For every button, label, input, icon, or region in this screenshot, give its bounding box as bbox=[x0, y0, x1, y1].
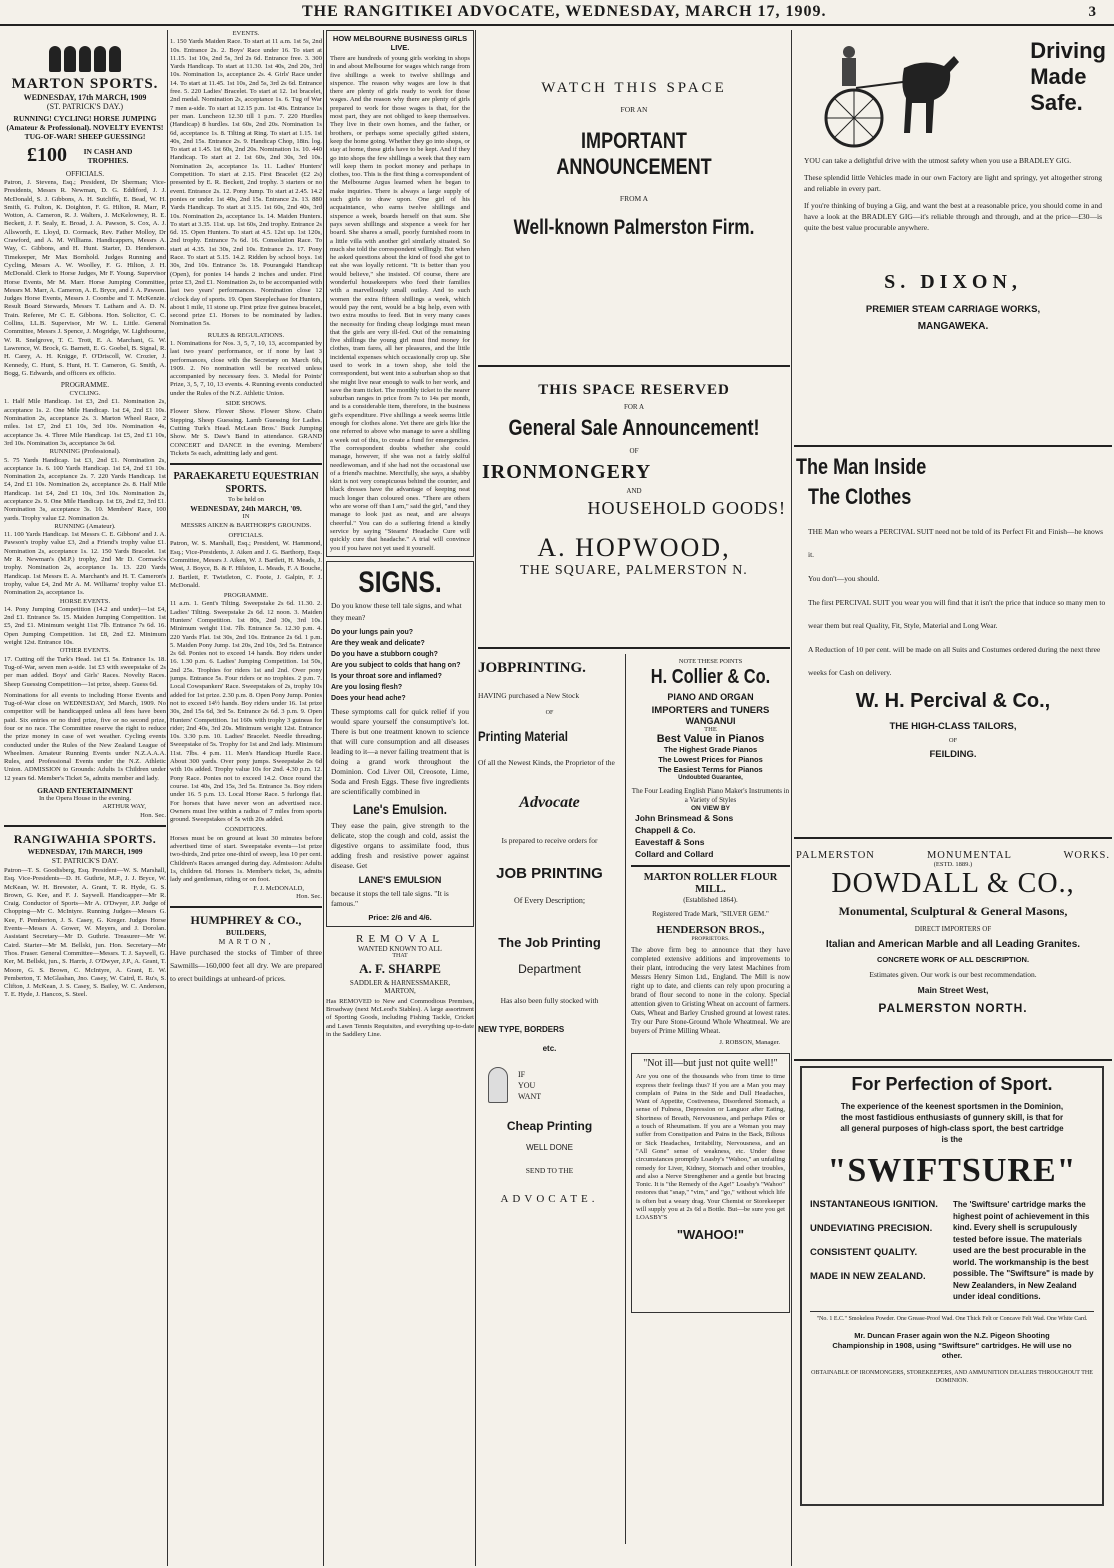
conditions-text: Horses must be on ground at least 30 minutes before advertised time of start. Sweepstake events—1st prize two-thirds, 2nd prize one-third of sweep, less 10 per cent. Children's Races arranged during day. Admission: Adults 1s, children 6d. Horses 1s. Member's ticket, 3s, admits lady and gentleman, riding or on foot. bbox=[170, 834, 322, 884]
percival-para-3: The first PERCIVAL SUIT you wear you will find that it isn't the price that induce so many men to wear them but real Quality, Fit, Style, Material and Long Wear. bbox=[808, 598, 1106, 630]
jobprinting-intro: HAVING purchased a New Stock bbox=[478, 691, 580, 700]
rangiwahia-day: ST. PATRICK'S DAY. bbox=[51, 855, 119, 865]
collier-best: Best Value in Pianos bbox=[656, 733, 765, 745]
hopwood-line-2: FOR A bbox=[623, 403, 645, 411]
prize-amount: £100 bbox=[27, 144, 67, 166]
rules-text: 1. Nominations for Nos. 3, 5, 7, 10, 13, accompanied by last two years' performance, or if none by last 3 performances, close with the Secretary on March 6th, 1909. 2. No nomination will be received unless accompanied by necessary fees. 3. Medal for Points' Prize, 3, 5, 7, 10, 13 events. 4. Running events conducted under the Rules of the N.Z. Athletic Union. bbox=[170, 339, 322, 397]
marton-notes: Nominations for all events to including Horse Events and Tug-of-War close on WEDNESDAY, 3rd March, 1909. No competitor will be handicapped unless all fees have been paid. Six entries or no third prize, five or no second prize, four or no race. The Committee reserve the right to reduce the prize money in case of wet weather. Cycling events conducted under the Rules of the New Zealand League of Wheelmen. Amateur Running Events under N.Z.A.A.A. Rules, and Professional Events under the N.Z. Athletic Union. ADMISSION to Grounds: Adults 1s Children under 12 years 6d. Member's Ticket 5s, admits member and lady. bbox=[4, 691, 166, 782]
paraekaretu-officials-heading: OFFICIALS. bbox=[228, 532, 264, 540]
hopwood-line-1: THIS SPACE RESERVED bbox=[538, 382, 730, 398]
programme-heading: PROGRAMME. bbox=[60, 381, 110, 390]
sharpe-text: Has REMOVED to New and Commodious Premises, Broadway (next McLeod's Stables). A large assortment of Sporting Goods, including Fishing Tackle, Cricket and Lawn Tennis Requisites, and everything up-to-date in the Saddlery Line. bbox=[326, 997, 474, 1038]
dixon-works: PREMIER STEAM CARRIAGE WORKS, bbox=[865, 304, 1041, 315]
paraekaretu-programme-heading: PROGRAMME. bbox=[223, 592, 269, 600]
humphrey-ad bbox=[170, 913, 322, 985]
column-rule bbox=[475, 30, 476, 1566]
column-2 bbox=[170, 30, 322, 1566]
lanes-emulsion-title: Lane's Emulsion. bbox=[353, 800, 447, 817]
maker-2: Chappell & Co. bbox=[635, 825, 696, 835]
mill-proprietors: PROPRIETORS. bbox=[691, 936, 730, 942]
runners-illustration bbox=[4, 36, 166, 72]
signs-price: Price: 2/6 and 4/6. bbox=[368, 912, 432, 922]
dowdall-estimates: Estimates given. Our work is our best recommendation. bbox=[869, 970, 1037, 979]
masthead bbox=[0, 0, 1114, 26]
wahoo-brand: "WAHOO!" bbox=[676, 1226, 745, 1242]
prize-text: IN CASH AND TROPHIES. bbox=[83, 146, 133, 165]
rangiwahia-date: WEDNESDAY, 17th MARCH, 1909 bbox=[27, 846, 143, 856]
signs-body-2: They ease the pain, give strength to the delicate, stop the cough and cold, assist the digestive organs to assimilate food, thus adding fresh and resistive power against disease. Get bbox=[331, 820, 469, 870]
percival-of: OF bbox=[948, 737, 958, 744]
mill-title: MARTON ROLLER FLOUR MILL. bbox=[643, 872, 778, 895]
cheap-printing: Cheap Printing bbox=[506, 1119, 593, 1133]
wahoo-ad bbox=[631, 1053, 790, 1313]
marton-title: MARTON SPORTS. bbox=[11, 76, 159, 92]
horse-events: 14. Pony Jumping Competition (14.2 and under)—1st £4, 2nd £1. Entrance 5s. 15. Maiden Jumping Competition. 1st £5, 2nd £1. Minimum weight 11st 7lb. Entrance 7s 6d. 16. Open Jumping Competition. 1st £8, 2nd £2. Minimum weight 12st. Entrance 10s. bbox=[4, 605, 166, 647]
dixon-ad bbox=[794, 30, 1112, 440]
quality-1: INSTANTANEOUS IGNITION. bbox=[810, 1199, 938, 1210]
percival-para-2: You don't—you should. bbox=[808, 574, 880, 583]
swiftsure-powder: "No. 1 E.C." Smokeless Powder. One Grease-Proof Wad. One Thick Felt or Concave Felt Wad. One White Card. bbox=[810, 1311, 1094, 1323]
dowdall-street: Main Street West, bbox=[917, 985, 989, 995]
newspaper-title: THE RANGITIKEI ADVOCATE, WEDNESDAY, MARCH 17, 1909. bbox=[301, 3, 827, 20]
watch-line-5: Well-known Palmerston Firm. bbox=[513, 216, 755, 239]
maker-3: Eavestaff & Sons bbox=[635, 837, 705, 847]
signs-questions: Do your lungs pain you? Are they weak and delicate? Do you have a stubborn cough? Are you subject to colds that hang on? Is your throat sore and inflamed? Are you losing flesh? Does your head ache? bbox=[331, 628, 461, 702]
send-to-the: SEND TO THE bbox=[525, 1166, 574, 1175]
running-am-heading: RUNNING (Amateur). bbox=[54, 522, 116, 530]
paraekaretu-date: WEDNESDAY, 24th MARCH, '09. bbox=[190, 504, 302, 514]
dixon-para-2: These splendid little Vehicles made in our own Factory are light and springy, yet altogether strong and reliable in every part. bbox=[804, 173, 1102, 193]
column-1 bbox=[4, 30, 166, 1566]
hopwood-line-4: OF bbox=[629, 447, 639, 455]
hopwood-line-6: AND bbox=[626, 487, 642, 495]
swiftsure-intro: The experience of the keenest sportsmen in the Dominion, the most fastidious enthusiasts of gunnery skill, is that for all general purposes of high-class sport, the best cartridge is the bbox=[840, 1102, 1064, 1144]
hopwood-line-7: HOUSEHOLD GOODS! bbox=[587, 498, 786, 518]
humphrey-text: Have purchased the stocks of Timber of three Sawmills—160,000 feet all dry. We are prepared to erect buildings at unheard-of prices. bbox=[170, 948, 322, 984]
removal-wanted: WANTED KNOWN TO ALL bbox=[358, 944, 442, 953]
wahoo-title: "Not ill—but just not quite well!" bbox=[643, 1058, 778, 1070]
column-rule bbox=[791, 30, 792, 1566]
column-3 bbox=[326, 30, 474, 1566]
humphrey-title: HUMPHREY & CO., bbox=[190, 913, 302, 928]
rangiwahia-events: 1. 150 Yards Maiden Race. To start at 11 a.m. 1st 5s, 2nd 10s. Entrance 2s. 2. Boys' Race under 16. To start at 11.15. 1st 10s, 2nd 5s, 3rd 2s 6d. Entrance free. 3. 300 Yards Handicap. To start at 11.30. 1st 40s, 2nd 20s, 3rd 10s. Nomination 1s, acceptance 2s. 4. Girls' Race under 14. To start at 11.45. 1st 10s, 2nd 5s, 3rd 2s 6d. Entrance free. 5. 220 Ladies' Bracelet. To start at 12. 1st bracelet, 2nd medal. Nomination 2s, acceptance 1s. 6. Tug of War 7 men a-side. To start at 12.15 p.m. 1st 40s. Entrance 1s per man. Luncheon 12.30 till 1 p.m. 7. 220 Hurdles (Handicap) 8 hurdles. 1st 60s, 2nd 20s. Nomination 1s 6d, acceptance 1s. 8. Tilting at Ring. To start at 1.15. 1st 40s, 2nd 15s. Entrance 2s. 9. Handicap Chop, 18in. log. To start at 1.45. 1st 60s, 2nd 20s. Nomination 1s. 10. 440 Handicap. To start at 2. 1st 60s, 2nd 30s, 3rd 10s. Nomination 2s, acceptance 1s. 11. Ladies' Hunters' Competition. To start at 2.15. First Bracelet (£2 2s) presented by E. R. Beckett, 2nd trophy. 3 starters or no event. Entrance 2s. 12. Pony Jump. To start at 2.45. 14.2 ponies or under. 1st 40s, 2nd 15s. Entrance 2s. 13. 880 Yards Handicap. To start at 3.15. 1st 60s, 2nd 40s, 3rd 10s. Nomination 2s, acceptance 1s. 14. Maiden Hunters. To start at 3.35. 11st. up. 1st 60s, 2nd trophy. Entrance 2s 6d. 15. Open Hunters. To start at 4.5. 12st up. 1st 120s, 2nd trophy. Entrance 7s 6d. 16. Consolation Race. To start at 4.35. 1st 30s, 2nd 10s. Entrance 2s. 17. Pony Race. To start at 5.15. 14.2. Ridden by school boys. 1st 30s, 2nd 10s. Entrance 3s. 18. Pourangaki Handicap (Open), for ponies 14 hands 2 inches and under. First prize £3, 2nd £1. Nomination 2s, to be accompanied with last two years' performances. Nomination close 12 o'clock day of sports. 19. Open Steeplechase for Hunters, about 1 mile, 11 stone up. First prize five guinea bracelet, second prize £1. Horses to be nominated by ladies. Nomination 5s. bbox=[170, 38, 322, 328]
collier-ad bbox=[631, 658, 790, 860]
advocate-footer: ADVOCATE. bbox=[500, 1193, 599, 1205]
mill-trademark: Registered Trade Mark, "SILVER GEM." bbox=[652, 910, 769, 918]
jobprinting-desc: Of Every Description; bbox=[513, 896, 586, 905]
melbourne-girls-article bbox=[326, 30, 474, 557]
marton-day: (ST. PATRICK'S DAY.) bbox=[46, 102, 124, 111]
percival-ad bbox=[794, 452, 1112, 832]
officials-heading: OFFICIALS. bbox=[65, 170, 105, 178]
percival-name: W. H. Percival & Co., bbox=[855, 690, 1051, 712]
jobprinting-prepared: Is prepared to receive orders for bbox=[501, 836, 598, 845]
collier-line-2: IMPORTERS and TUNERS bbox=[651, 705, 770, 716]
dowdall-importers: DIRECT IMPORTERS OF bbox=[914, 925, 992, 933]
lanes-emulsion-name: LANE'S EMULSION bbox=[358, 874, 442, 885]
dowdall-masons: Monumental, Sculptural & General Masons, bbox=[838, 904, 1068, 918]
column-5 bbox=[794, 30, 1112, 1566]
rules-heading: RULES & REGULATIONS. bbox=[207, 331, 285, 339]
page-number: 3 bbox=[1088, 3, 1096, 20]
marton-events: RUNNING! CYCLING! HORSE JUMPING (Amateur & Professional). NOVELTY EVENTS! TUG-OF-WAR! SHEEP GUESSING! bbox=[6, 114, 164, 141]
paraekaretu-held: To be held on bbox=[228, 496, 264, 504]
humphrey-place: MARTON, bbox=[218, 937, 274, 947]
entertainment-text: In the Opera House in the evening. bbox=[38, 795, 132, 803]
hopwood-name: A. HOPWOOD, bbox=[537, 533, 731, 562]
watch-line-3: IMPORTANT ANNOUNCEMENT bbox=[556, 128, 712, 179]
signs-body: These symptoms call for quick relief if you would spare yourself the consumptive's lot. There is but one treatment known to science that will cure consumption and all diseases leading to it—a never failing treatment that is doing a grand work throughout the Dominion. Cod Liver Oil, Creosote, Lime, Soda and Fresh Eggs. These five ingredients are scientifically combined in bbox=[331, 706, 469, 796]
quality-3: CONSISTENT QUALITY. bbox=[810, 1247, 918, 1258]
percival-para-1: THE Man who wears a PERCIVAL SUIT need not be told of its Perfect Fit and Finish—he knows it. bbox=[808, 527, 1104, 559]
collier-name: H. Collier & Co. bbox=[650, 666, 771, 688]
column-rule bbox=[323, 30, 324, 1566]
other-events: 17. Cutting off the Turk's Head. 1st £1 5s. Entrance 1s. 18. Tug-of-War, seven men a-side. 1st £3 with sweepstake of 2s per man added. Boys' and Girls' Races. Novelty Races. Sheep Guessing Competition—1st prize, sheep. Guess 6d. bbox=[4, 655, 166, 688]
sharpe-trade: SADDLER & HARNESSMAKER, bbox=[349, 978, 451, 987]
column-4 bbox=[478, 30, 790, 1566]
jobprinting-dept-1: The Job Printing bbox=[498, 935, 601, 950]
marton-secretary-title: Hon. Sec. bbox=[140, 811, 166, 819]
well-done: WELL DONE bbox=[526, 1143, 573, 1152]
running-pro-events: 5. 75 Yards Handicap. 1st £3, 2nd £1. Nomination 2s, acceptance 1s. 6. 100 Yards Handicap. 1st £4, 2nd £1 10s. Nomination 2s, acceptance 2s. 7. 220 Yards Handicap. 1st £4, 2nd £1 10s. Nomination 2s, acceptance 2s. 8. Half Mile Handicap. 1st £4, 2nd £1 10s, 3rd 10s. Nomination 2s, acceptance 2s. 9. One Mile Handicap. 1st £6, 2nd £2, 3rd £1. Nomination 3s, acceptance 3s. 10. Members' Race, 100 yards. Trophy value £2. Nomination 2s. bbox=[4, 456, 166, 522]
cycling-heading: CYCLING. bbox=[69, 390, 101, 398]
want-label: WANT bbox=[518, 1091, 542, 1101]
collier-view: ON VIEW BY bbox=[690, 805, 730, 812]
running-am-events: 11. 100 Yards Handicap. 1st Messrs C. E. Gibbons' and J. A. Pawson's trophy value £3, 2nd a Friend's trophy value £1. Nomination 2s, acceptance 1s. 12. 150 Yards Bracelet. 1st Mr R. Newman's (M.P.) trophy, 2nd Mr D. Cormack's trophy. Nomination 2s, acceptance 1s. 13. 220 Yards Handicap. 1st Messrs E. A. Marchant's and H. T. Cameron's trophy, value £4, 2nd Mr A. M. Williams' trophy value £1. Nomination 2s, acceptance 1s. bbox=[4, 531, 166, 597]
percival-title-2: The Clothes bbox=[808, 484, 912, 509]
paraekaretu-in: IN bbox=[242, 513, 250, 521]
watch-line-4: FROM A bbox=[619, 194, 649, 203]
driving-line-2: Made bbox=[1030, 64, 1087, 89]
collier-line-1: PIANO AND ORGAN bbox=[667, 692, 754, 702]
paraekaretu-secretary: F. J. McDONALD, bbox=[253, 884, 304, 892]
swiftsure-ad bbox=[800, 1066, 1104, 1506]
dixon-para-1: YOU can take a delightful drive with the utmost safety when you use a BRADLEY GIG. bbox=[804, 156, 1072, 165]
signs-intro: Do you know these tell tale signs, and what they mean? bbox=[331, 600, 462, 622]
watch-line-1: WATCH THIS SPACE bbox=[541, 80, 727, 96]
collier-note: NOTE THESE POINTS bbox=[678, 658, 743, 665]
removal-title: REMOVAL bbox=[356, 932, 444, 945]
advocate-name: Advocate bbox=[519, 794, 580, 811]
percival-place: FEILDING. bbox=[929, 749, 977, 760]
rangiwahia-officials: Patron—T. S. Goodisberg, Esq. President—W. S. Marshall, Esq. Vice-Presidents—D. H. Guthrie, M.P., J. J. Bryce, W. McKean, W. H. Brewster, A. Grant, T. R. Hyde, G. S. Brown, G. Kee, and F. J. Saywell. Handicapper—Mr R. Craig. Conductor of Sports—Mr A. O'Dwyer, J.P. Judge of Chopping—Mr C. McIntyre. Running Judges—Messrs G. Kee, F. Pemberton, J. S. Casey, G. Kreger. Judges Horse Events—Messrs A. Gower, W. Meyers, and J. Dorolan. Assistant Secretary—Mr D. Guthrie. Treasurer—Mr W. Caird. Starter—Mr M. Bellski, jun. Hon. Secretary—Mr Thos. Fraser. General Committee—Messrs. T. J. Saywell, G. Ker, M. Bellski, jun., S. Harris, J. O'Dwyer, J.P., A. Grant, T. Moore, G. S. Brown, C. McIntyre, A. Grant, E. W. Pemberton, T. McGlashan, Jno. Casey, W. Caird, E. Ru's, S. Clifton, J. McKean, J. S. Casey, S. Bailey, W. C. Anderson, T. E. Hyde, J. Hancox, S. Steel. bbox=[4, 866, 166, 999]
jobprinting-kinds: Of all the Newest Kinds, the Proprietor of the bbox=[478, 758, 615, 767]
hopwood-line-3: General Sale Announcement! bbox=[508, 415, 760, 440]
rangiwahia-title: RANGIWAHIA SPORTS. bbox=[13, 831, 157, 846]
mill-owner: HENDERSON BROS., bbox=[656, 924, 765, 936]
driving-line-3: Safe. bbox=[1030, 90, 1083, 115]
marton-sports-ad bbox=[4, 36, 166, 820]
jobprinting-of: OF bbox=[545, 710, 554, 716]
article-title: HOW MELBOURNE BUSINESS GIRLS LIVE. bbox=[332, 34, 468, 52]
sharpe-place: MARTON, bbox=[384, 986, 416, 995]
you-label: YOU bbox=[518, 1080, 536, 1090]
paraekaretu-secretary-title: Hon. Sec. bbox=[296, 892, 322, 900]
removal-that: THAT bbox=[392, 952, 408, 959]
driving-line-1: Driving bbox=[1030, 38, 1106, 63]
quality-4: MADE IN NEW ZEALAND. bbox=[810, 1271, 926, 1282]
collier-the: THE bbox=[704, 726, 717, 733]
watch-space-ad bbox=[478, 30, 790, 360]
maker-4: Collard and Collard bbox=[635, 849, 714, 859]
running-pro-heading: RUNNING (Professional). bbox=[49, 448, 121, 456]
humphrey-sub: BUILDERS, bbox=[225, 928, 267, 938]
jobprinting-ad bbox=[478, 654, 626, 1544]
wahoo-text: Are you one of the thousands who from time to time express their feelings thus? If you are a Man you may complain of Pains in the Side and Dull Headaches, Want of Appetite, Costiveness, Disordered Stomach, a sense of Fulness, Depression or Languor after Eating, Shortness of Breath, Nervousness, and perhaps Piles or a touch of Rheumatism. If you are a Woman you may suffer from Constipation and Pains in the Back, Bilious or Sick Headaches, Irritability, Nervousness, and an "All Gone" sense of weakness, etc. Under these circumstances promptly Loasby's "Wahoo," an unfailing remedy for Liver, Kidney, Stomach and other troubles, and also a Nerve Strengthener and a gentle but bracing Tonic. It is "the Remedy of the Age!" Loasby's "Wahoo" restores that "snap," "vim," and "go," without which life is often but a weary drag. Your Chemist or Storekeeper will supply you at 2s 6d a Bottle. But—be sure you get LOASBY'S bbox=[636, 1073, 785, 1222]
rangiwahia-sports-ad bbox=[4, 832, 166, 1000]
marton-date: WEDNESDAY, 17th MARCH, 1909 bbox=[23, 93, 147, 102]
percival-para-4: A Reduction of 10 per cent. will be made on all Suits and Costumes ordered during the next three weeks for Cash on delivery. bbox=[808, 645, 1101, 677]
collier-guarantee: Undoubted Guarantee, bbox=[678, 775, 743, 781]
paraekaretu-programme: 11 a.m. 1. Gent's Tilting. Sweepstake 2s 6d. 11.30. 2. Ladies' Tilting. Sweepstake 2s 6d. 12 noon. 3. Maiden Hunters' Competition. 1st 80s, 2nd 30s, 3rd 10s. Minimum weight 11st. 7lb. Entrance 5s. 12.30 p.m. 4. 220 Yards Flat. 1st 30s, 2nd 10s. Entrance 2s 6d. 1 p.m. 5. Maiden Pony Jump. 1st 20s, 2nd 10s, 3rd 5s. Entrance 2s 6d. Ponies not to exceed 14 hands. Boy riders under 16. 1.30 p.m. 6. Ladies' Jumping Competition. 1st 50s, 2nd 25s. Trophies for riders 1st and 2nd. Over pony jumps. Entrance 5s. Four riders or no trophies. 2 p.m. 7. Local Cowspankers' Race. Sweepstakes of 2s, trophy 10s added for 1st prize. 2.30 p.m. 8. Open Pony Jump. Ponies not to exceed 14½ hands. Boy riders under 16. 1st prize 30s, 2nd 15s 6d, 3rd 5s. Entrance 2s 6d. 3 p.m. 9. Open Hunters' Competition. 1st 160s with trophy 3 guineas for rider; 2nd 40s, 3rd 20s. Minimum weight 12st. Entrance 10s. 3.30 p.m. 10. Ladies' Bracelet. Needle threading. Sweepstake of 5s. Trophy for 1st and 2nd lady. Minimum 11st. 7lbs. 4 p.m. 11. Men's Handicap Hurdle Race. About 300 yards. Over pony jumps. Sweepstake 2s 6d with 10s added. Trophy value 10s for 2nd. 4.30 p.m. 12. Pony Race. Ponies not to exceed 14.2. Once round the course. 1st 40s, 2nd 15s, 3rd 5s. Entrance 3s. Boy riders under 16. 5 p.m. 13. Local Horse Race. 5 furlongs flat. For horses that have never won an advertised race. Owners must live within a radius of 7 miles from sports ground. Sweepstakes of 5s with 20s added. bbox=[170, 600, 322, 824]
mill-text: The above firm beg to announce that they have completed extensive additions and improvements to their plant, introducing the very latest Machines from Messrs Henry Simon Ltd., England. The Mill is now right up to date, and clients can rely upon procuring a brand of flour second to none in the colony. Special attention given to Gristing Wheat on account of farmers. Oats, Wheat and Barley Crushed ground at lowest rates. Try our Pure Stone-Ground Whole Wheatmeal. We are buyers of Prime Milling Wheat. bbox=[631, 946, 790, 1035]
if-label: IF bbox=[518, 1069, 526, 1079]
swiftsure-brand: "SWIFTSURE" bbox=[827, 1152, 1077, 1189]
horse-gig-illustration bbox=[814, 38, 964, 153]
swiftsure-fraser: Mr. Duncan Fraser again won the N.Z. Pigeon Shooting Championship in 1908, using "Swiftsure" cartridges. He will use no other. bbox=[832, 1330, 1072, 1360]
hopwood-ad bbox=[478, 372, 790, 642]
side-shows-text: Flower Show. Flower Show. Flower Show. Chain Stepping. Sheep Guessing. Lamb Guessing for Ladies. Cutting Turk's Head. McLean Bros.' Buck Jumping Show. Mr S. Daw's Band in attendance. GRAND CONCERT and DANCE in the evening. Members' Tickets 5s each, admitting lady and gent. bbox=[170, 408, 322, 457]
collier-line-3: WANGANUI bbox=[685, 716, 736, 726]
mill-manager: J. ROBSON, Manager. bbox=[719, 1039, 780, 1046]
collier-four: The Four Leading English Piano Maker's Instruments in a Variety of Styles bbox=[631, 787, 790, 804]
swiftsure-title: For Perfection of Sport. bbox=[851, 1074, 1053, 1094]
percival-tailors: THE HIGH-CLASS TAILORS, bbox=[889, 721, 1017, 732]
percival-title-1: The Man Inside bbox=[796, 454, 927, 479]
marton-officials: Patron, J. Stevens, Esq.; President, Dr Sherman; Vice-Presidents, Messrs R. Newman, D. G. Eddiford, J. J. McDonald, S. J. Gibbons, A. H. Sutcliffe, E. Bead, W. H. Smith, G. Fulton, K. Doighton, F. G. Hilton, R. Marr, P. Wotton, A. Cameron, R. J. Walters, J. McKelowney, R. E. Beckett, J. F. Sealy, E. Broad, J. A. Pawson, S. Cox, A. J. Allsworth, E. Lloyd, D. Cormack, Rev. Father Molloy, Dr Crawford, and A. M. Williams. Handicappers, Messrs A. Way, C. Gibbons, and H. Hunt. Starter, D. Henderson. Timekeeper, Mr Max Bornhold. Judges Running and Cycling, Messrs A. W. Woolley, F. G. Hilton, J. H. McDonald. Clerk to Horse Judges, Mr F. Young. Supervisor Horse Events, Mr M. Marr. Horse Jumping Committee, Messrs M. Marr, A. Cameron, A. E. Bryce, and J. A. Pawson. Judges Horse Events, Messrs J. Coombe and T. McKenzie. Result Board Stewards, Messrs T. Latham and A. D. N. Train. Referee, Mr C. E. Gibbons. Hon. Solicitor, C. C. Collins, LL.B. Supervisor, Mr W. L. Little. General Committee, Messrs J. Spence, J. Mogridge, W. Lighthourne, W. R. Snelgrove, T. C. Trott, E. A. Marchant, G. W. Lawrence, W. Brock, G. Barnett, E. G. Goebel, B. Signal, R. H. Carey, A. H. Knigge, F. O'Driscoll, W. Crozier, J. Kennedy, C. Hunt, S. Hunt, H. T. Cameron, G. Smith, A. Bogg, G. Edwards, and officers ex officio. bbox=[4, 179, 166, 377]
jobprinting-stocked: Has also been fully stocked with bbox=[500, 996, 599, 1005]
hopwood-line-5: IRONMONGERY bbox=[482, 461, 652, 483]
collier-point-2: The Lowest Prices for Pianos bbox=[658, 755, 763, 764]
paraekaretu-grounds: MESSRS AIKEN & BARTHORP'S GROUNDS. bbox=[180, 521, 312, 529]
dixon-place: MANGAWEKA. bbox=[917, 321, 989, 332]
column-rule bbox=[167, 30, 168, 1566]
collier-point-1: The Highest Grade Pianos bbox=[663, 745, 758, 754]
hopwood-address: THE SQUARE, PALMERSTON N. bbox=[520, 563, 748, 578]
signs-title: SIGNS. bbox=[358, 565, 442, 599]
swiftsure-right-text: The 'Swiftsure' cartridge marks the highest point of achievement in this kind. Every shell is scrupulously tested before issue. The materials used are the best procurable in the world. The workmanship is the best possible. The "Swiftsure" is made by New Zealanders, in New Zealand under ideal conditions. bbox=[953, 1200, 1094, 1301]
paraekaretu-title: PARAEKARETU EQUESTRIAN SPORTS. bbox=[173, 471, 319, 496]
horse-events-heading: HORSE EVENTS. bbox=[59, 597, 111, 605]
sharpe-ad bbox=[326, 933, 474, 1039]
article-text: There are hundreds of young girls working in shops in and about Melbourne for wages which range from five shillings a week to twelve shillings and sixpence. The reason why wages are low is that there are plenty of girls ready to work for those wages. And the reason why there are plenty of girls prepared to work for those wages is that, for the most part, they are not obliged to keep themselves. They live in their own homes, and the father, or brothers, or perhaps some specially gifted sisters, keep the home going. Whether they go into shops, or stay at home, these girls have to be kept. And if they go into shops the few shillings a week that they earn will keep them in pocket money and perhaps in clothes, too. This is the first thing a correspondent of the Melbourne Argus learned when he began to make inquiries. There is always a large supply of such girls to draw upon. One girl of his acquaintance, who earns twelve shillings and sixpence a week, boards herself on that sum. She pays seven shillings and sixpence a week for her board. She shares a small, poorly furnished room in a little villa with another girl similarly situated. So much she told the correspondent willingly. But when he asked questions about the kind of food she got to eat she was loyally reticent. "It is better than you would believe," she insisted. Of course, there are wonderful housekeepers who feed their families with a marvellously small outlay. And to such women the extra fifteen shillings a week, which would pay the rent, would be a big help, even with two extra mouths to feed. But in very many cases the necessity for finding cheap lodgings must mean that the girls are very ill-fed. Out of the remaining five shillings the young girl must find money for clothes, tram fares, all her pleasures, and the little incidental expenses which occasionally crop up. She used to work in a town shop, she told the correspondent, but went into a suburban shop so that she might live near enough to walk to her work, and save the tram ticket. The monthly ticket to the nearer suburban ranges in price from 7s to 14s per month, and is a considerable item, therefore, in the business girl's expenditure. Five shillings a week seems little enough for clothes alone. Yet there are girls like the one referred to above who manage to save a shilling a week out of this, to create a fund for emergencies. The correspondent doubts whether she could manage, however, if she was not a fairly skilful needlewoman, and if she had not the occasional use of a friend's machine. Mercifully, she says, a shabby skirt is not very conspicuous behind the counter, and black dresses have the advantage of keeping neat much longer than coloured ones. "There are others who are worse off than I am," said the girl, "and they manage to look just as neat, and are always cheerful." You can do a suffering friend a kindly service by saying "Stearns' Headache Cure will quickly cure that headache." A trial will convince you if you have not yet used it yourself. bbox=[330, 55, 470, 552]
events-heading: EVENTS. bbox=[232, 30, 260, 37]
dowdall-city: PALMERSTON NORTH. bbox=[878, 1001, 1028, 1015]
side-shows-heading: SIDE SHOWS. bbox=[225, 400, 267, 408]
jobprinting-etc: etc. bbox=[542, 1044, 557, 1053]
collier-point-3: The Easiest Terms for Pianos bbox=[658, 765, 763, 774]
sharpe-name: A. F. SHARPE bbox=[359, 960, 441, 976]
jobprinting-dept-2: Department bbox=[518, 962, 581, 976]
other-events-heading: OTHER EVENTS. bbox=[59, 647, 111, 655]
jobprinting-new: NEW TYPE, BORDERS bbox=[478, 1025, 565, 1034]
job-printing-heading: JOB PRINTING bbox=[496, 865, 603, 882]
conditions-heading: CONDITIONS. bbox=[225, 826, 267, 834]
flour-mill-ad bbox=[631, 872, 790, 1047]
signs-ad bbox=[326, 561, 474, 927]
printing-material: Printing Material bbox=[478, 728, 568, 744]
dowdall-granite: Italian and American Marble and all Leading Granites. bbox=[825, 939, 1081, 950]
dowdall-concrete: CONCRETE WORK OF ALL DESCRIPTION. bbox=[876, 955, 1030, 964]
jobprinting-title: JOBPRINTING. bbox=[478, 660, 586, 676]
man-silhouette-icon bbox=[488, 1067, 508, 1103]
swiftsure-dealers: OBTAINABLE OF IRONMONGERS, STOREKEEPERS, AND AMMUNITION DEALERS THROUGHOUT THE DOMINION. bbox=[811, 1369, 1093, 1384]
quality-2: UNDEVIATING PRECISION. bbox=[810, 1223, 933, 1234]
marton-secretary: ARTHUR WAY, bbox=[102, 803, 146, 811]
dowdall-name: DOWDALL & CO., bbox=[831, 868, 1075, 899]
maker-1: John Brinsmead & Sons bbox=[635, 813, 734, 823]
dowdall-works: PALMERSTON MONUMENTAL WORKS. bbox=[796, 850, 1110, 861]
signs-body-3: because it stops the tell tale signs. "It is famous." bbox=[331, 888, 449, 908]
dixon-para-3: If you're thinking of buying a Gig, and want the best at a reasonable price, you should come in and have a look at the BRADLEY GIG—it's reliable through and through, and at the price—£30—is quite the best value procurable anywhere. bbox=[804, 201, 1102, 232]
entertainment-heading: GRAND ENTERTAINMENT bbox=[37, 786, 133, 796]
dowdall-est: (ESTD. 1889.) bbox=[933, 861, 973, 868]
dowdall-ad bbox=[794, 844, 1112, 1054]
dixon-name: S. DIXON, bbox=[884, 271, 1022, 293]
mill-established: (Established 1864). bbox=[683, 896, 738, 904]
cycling-events: 1. Half Mile Handicap. 1st £3, 2nd £1. Nomination 2s, acceptance 1s. 2. One Mile Handicap. 1st £4, 2nd £1 10s. Nomination 2s, acceptance 2s. 3. Marton Wheel Race, 2 miles. 1st £7, 2nd £1 10s, 3rd 10s. Nomination 4s, acceptance 3s. 4. Three Mile Handicap. 1st £5, 2nd £1 10s, 3rd 10s. Nomination 3s, acceptance 3s 6d. bbox=[4, 398, 166, 447]
watch-line-2: FOR AN bbox=[620, 105, 648, 114]
paraekaretu-officials: Patron, W. S. Marshall, Esq.; President, W. Hammond, Esq.; Vice-Presidents, J. Aiken and J. G. Barthorp, Esqs. Committee, Messrs J. Aiken, W. J. Bartlett, H. Meads, J. West, J. Boyce, B. & F. Hilston, L. Meads, F. A Bouche, J. Bartlett, F. Twistleton, C. Foote, J. Galpin, F. J. McDonald. bbox=[170, 540, 322, 589]
paraekaretu-ad bbox=[170, 470, 322, 901]
